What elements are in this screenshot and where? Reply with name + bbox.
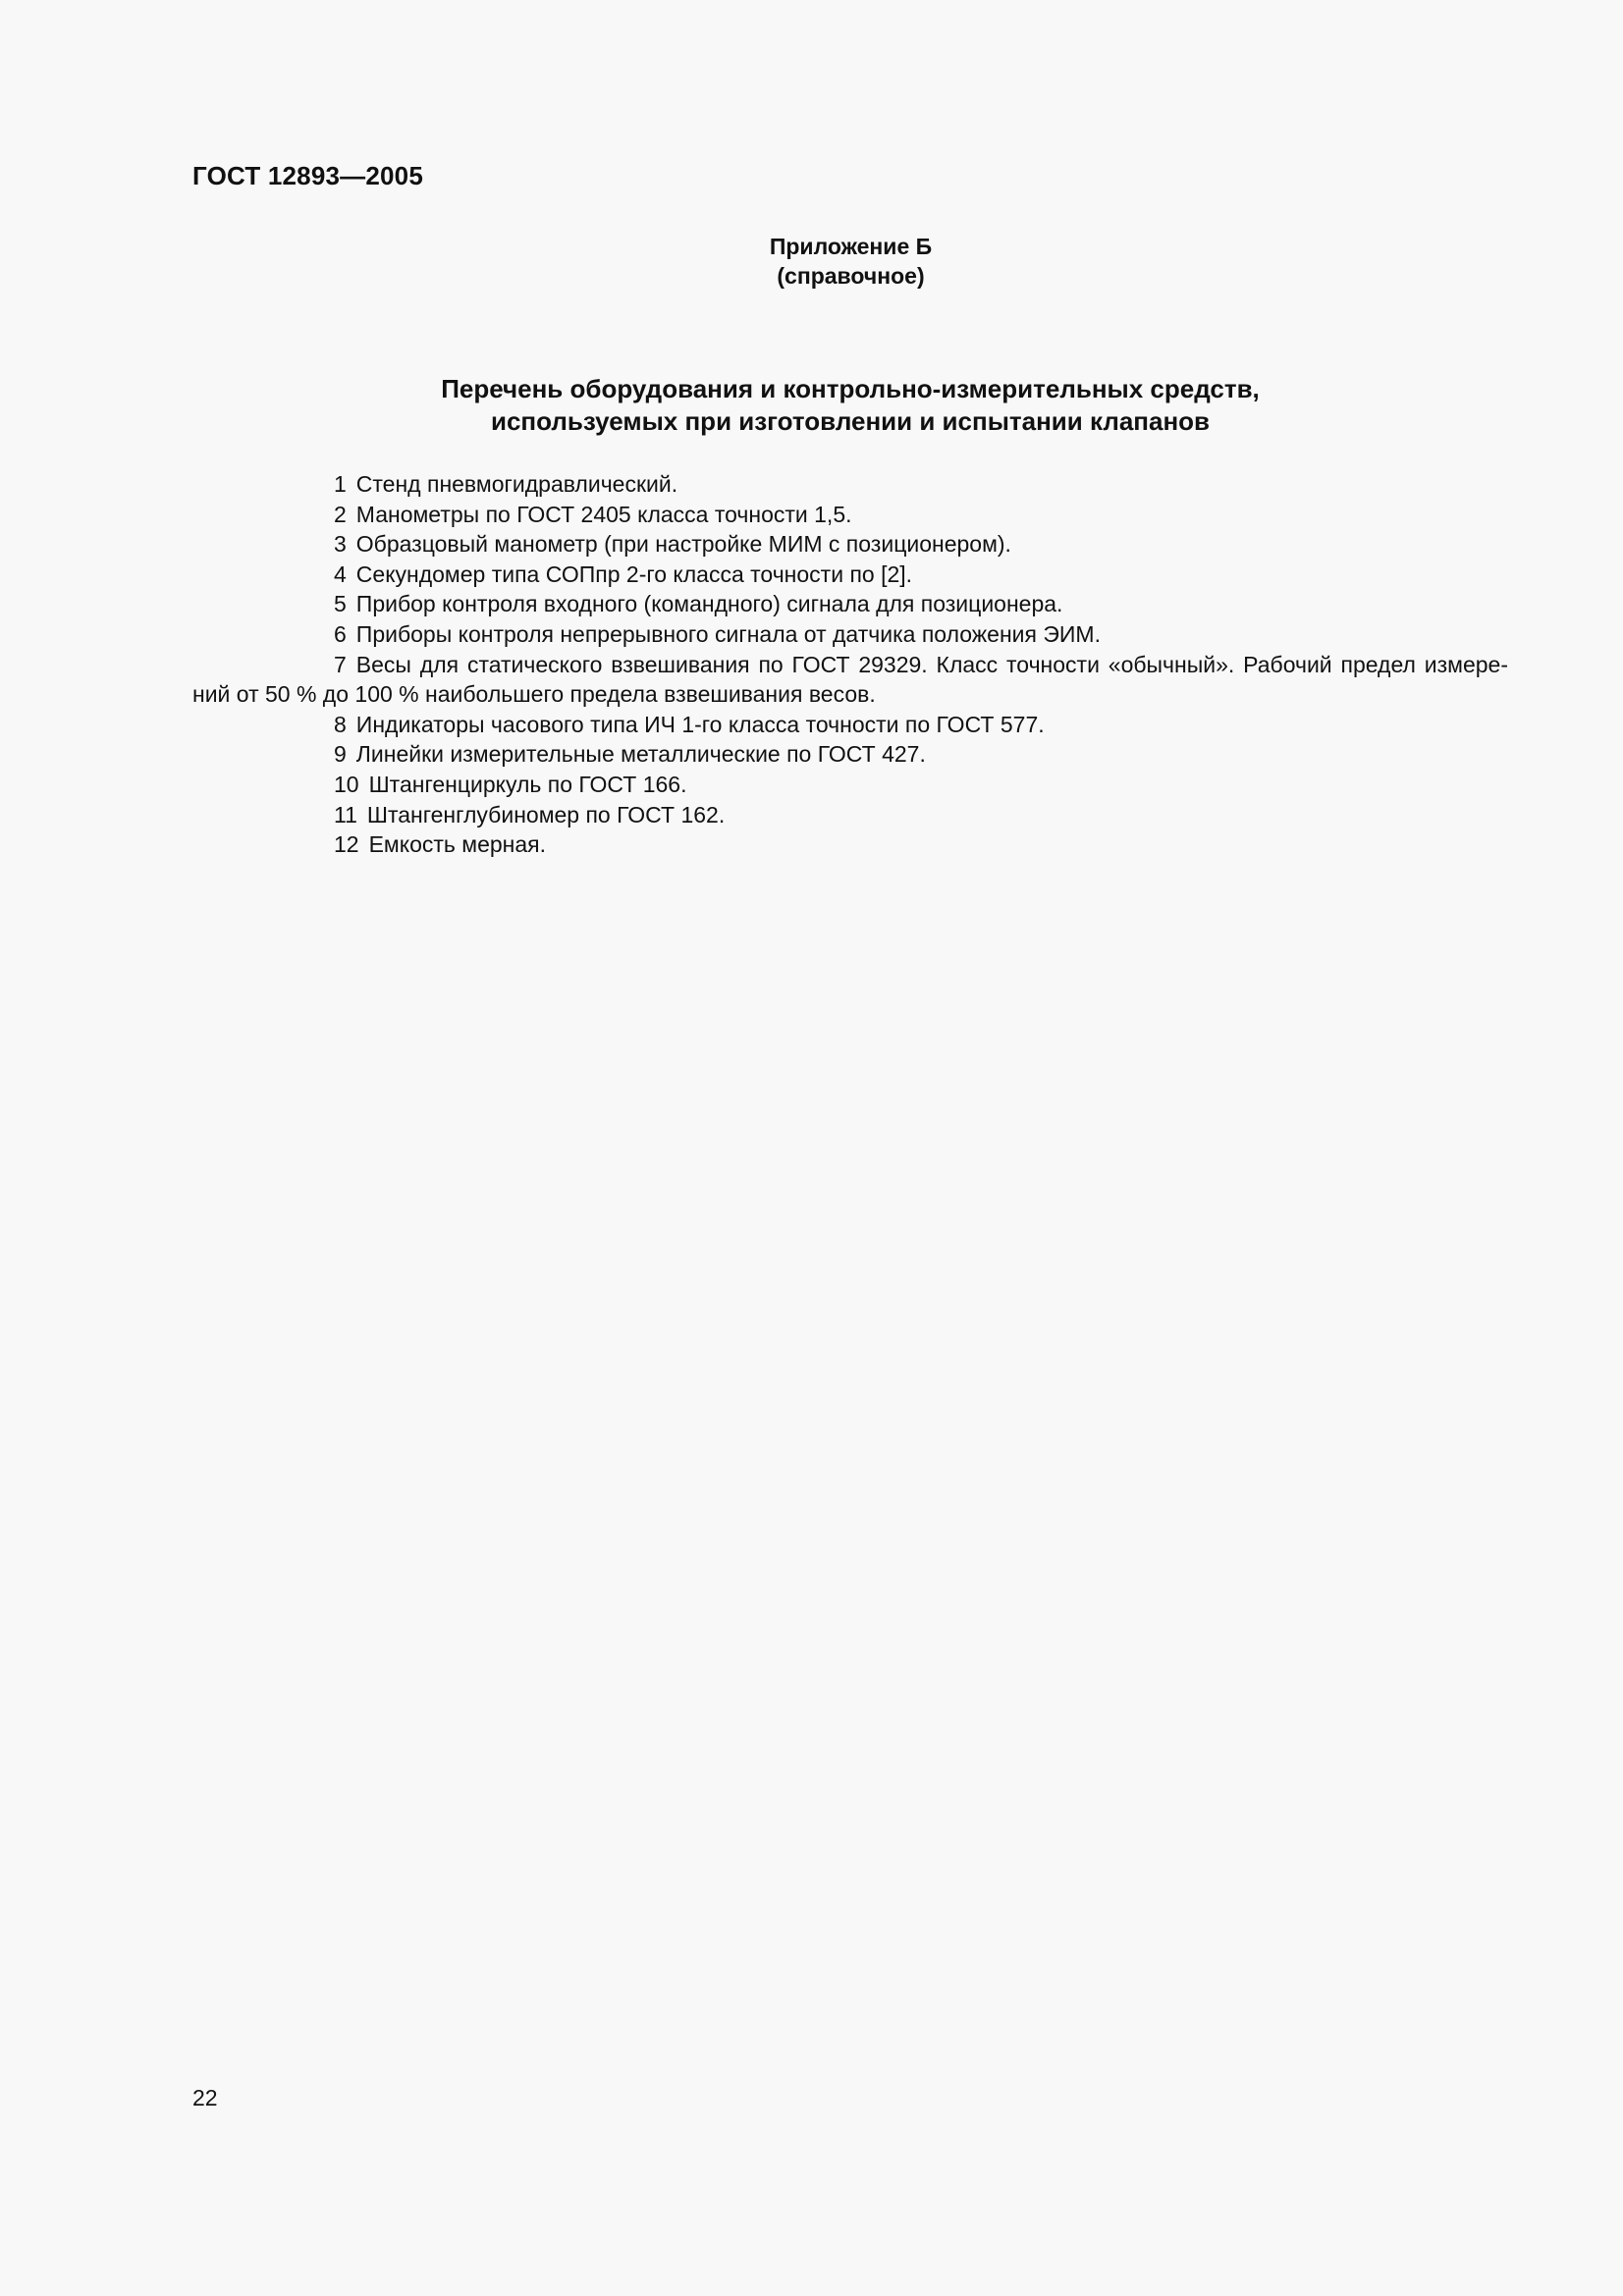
list-item — [192, 739, 1508, 770]
annex-label: Приложение Б — [769, 234, 933, 259]
list-item — [192, 619, 1508, 650]
list-item — [192, 650, 1508, 710]
annex-title-line-2: используемых при изготовлении и испытании клапанов — [490, 406, 1211, 436]
list-item-text: Штангенглубиномер по ГОСТ 162. — [366, 801, 726, 828]
list-item-text: Секундомер типа СОПпр 2-го класса точности по [2]. — [355, 561, 913, 587]
list-item-number: 10 — [334, 771, 359, 797]
list-item — [192, 560, 1508, 590]
list-item-number: 5 — [334, 591, 347, 617]
list-item — [192, 529, 1508, 560]
list-item-number: 1 — [334, 471, 347, 497]
equipment-list — [192, 469, 1508, 860]
list-item-number: 8 — [334, 711, 347, 737]
list-item — [192, 770, 1508, 800]
annex-title-line-1: Перечень оборудования и контрольно-измерительных средств, — [441, 374, 1260, 403]
list-item-number: 3 — [334, 531, 347, 558]
list-item-number: 12 — [334, 831, 359, 858]
list-item-text: Образцовый манометр (при настройке МИМ с позиционером). — [355, 531, 1011, 558]
list-item-number: 9 — [334, 741, 347, 768]
list-item-text: Весы для статического взвешивания по ГОСТ 29329. Класс точности «обычный». Рабочий предел измере-ний от 50 % до 100 % наибольшего предела взвешивания весов. — [192, 651, 1508, 708]
list-item — [192, 800, 1508, 830]
list-item-text: Штангенциркуль по ГОСТ 166. — [368, 771, 687, 797]
list-item-text: Манометры по ГОСТ 2405 класса точности 1,5. — [355, 501, 852, 527]
list-item-text: Приборы контроля непрерывного сигнала от датчика положения ЭИМ. — [355, 620, 1101, 647]
annex-title — [192, 373, 1508, 438]
list-item-text: Прибор контроля входного (командного) сигнала для позиционера. — [355, 591, 1063, 617]
document-code: ГОСТ 12893—2005 — [192, 161, 423, 190]
list-item-number: 2 — [334, 501, 347, 527]
list-item-text: Стенд пневмогидравлический. — [355, 471, 678, 497]
list-item-number: 6 — [334, 620, 347, 647]
list-item-number: 11 — [334, 801, 357, 828]
list-item-text: Индикаторы часового типа ИЧ 1-го класса точности по ГОСТ 577. — [355, 711, 1045, 737]
list-item — [192, 710, 1508, 740]
annex-heading — [0, 232, 1623, 291]
list-item-text: Емкость мерная. — [368, 831, 546, 858]
list-item — [192, 500, 1508, 530]
list-item-number: 4 — [334, 561, 347, 587]
list-item — [192, 589, 1508, 619]
list-item-number: 7 — [334, 651, 347, 677]
page-number: 22 — [192, 2085, 218, 2110]
list-item — [192, 469, 1508, 500]
annex-kind: (справочное) — [777, 263, 925, 289]
list-item-text: Линейки измерительные металлические по ГОСТ 427. — [355, 741, 926, 768]
list-item — [192, 829, 1508, 860]
